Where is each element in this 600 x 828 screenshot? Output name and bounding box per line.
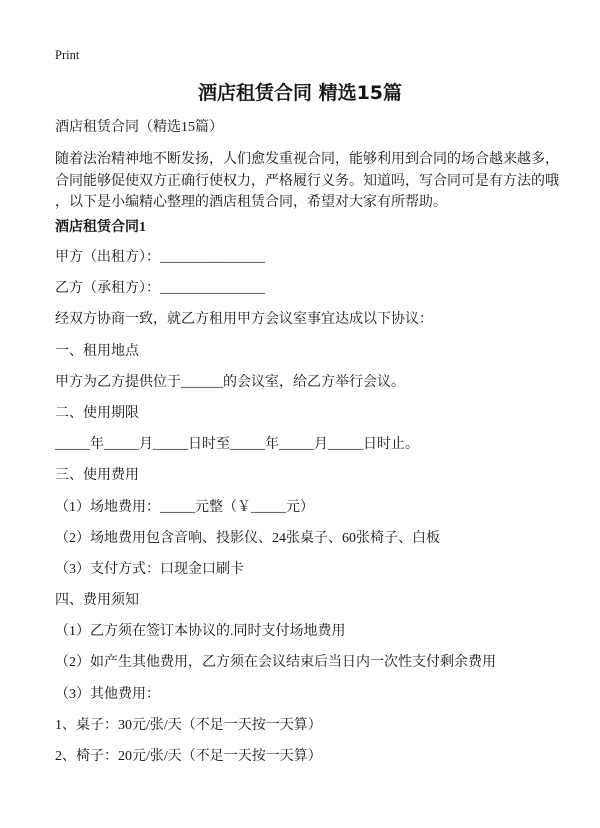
party-a-line: 甲方（出租方）：_______________ <box>55 250 265 265</box>
clause-heading-fees: 三、使用费用 <box>55 468 139 484</box>
fee-note-line: （2）如产生其他费用，乙方须在会议结束后当日内一次性支付剩余费用 <box>55 655 496 671</box>
clause-heading-period: 二、使用期限 <box>55 405 139 421</box>
period-line: _____年_____月_____日时至_____年_____月_____日时止。 <box>55 437 419 453</box>
print-link[interactable]: Print <box>55 48 80 62</box>
venue-fee-includes-line: （2）场地费用包含音响、投影仪、24张桌子、60张椅子、白板 <box>55 530 440 546</box>
other-fee-chair-line: 2、椅子：20元/张/天（不足一天按一天算） <box>55 749 322 764</box>
clause-heading-location: 一、租用地点 <box>55 343 139 359</box>
other-fee-table-line: 1、桌子：30元/张/天（不足一天按一天算） <box>55 717 322 733</box>
fee-note-line: （3）其他费用： <box>55 686 160 702</box>
venue-fee-line: （1）场地费用：_____元整（￥_____元） <box>55 499 314 515</box>
fee-note-line: （1）乙方须在签订本协议的.同时支付场地费用 <box>55 624 346 640</box>
intro-line: ，以下是小编精心整理的酒店租赁合同，希望对大家有所帮助。 <box>55 195 447 210</box>
agreement-intro: 经双方协商一致，就乙方租用甲方会议室事宜达成以下协议： <box>55 312 433 328</box>
payment-method-line: （3）支付方式：口现金口刷卡 <box>55 561 244 577</box>
location-line: 甲方为乙方提供位于______的会议室，给乙方举行会议。 <box>55 374 405 390</box>
clause-heading-fee-notes: 四、费用须知 <box>55 593 139 609</box>
document-subtitle: 酒店租赁合同（精选15篇） <box>55 120 223 135</box>
intro-paragraph <box>55 149 559 214</box>
section-heading: 酒店租赁合同1 <box>55 220 146 235</box>
intro-line: 合同能够促使双方正确行使权力，严格履行义务。知道吗，写合同可是有方法的哦 <box>55 173 559 189</box>
contract-body <box>55 242 496 772</box>
document-title: 酒店租赁合同 精选15篇 <box>197 82 403 104</box>
intro-line: 随着法治精神地不断发扬，人们愈发重视合同，能够利用到合同的场合越来越多， <box>55 152 559 167</box>
party-b-line: 乙方（承租方）：_______________ <box>55 281 265 297</box>
